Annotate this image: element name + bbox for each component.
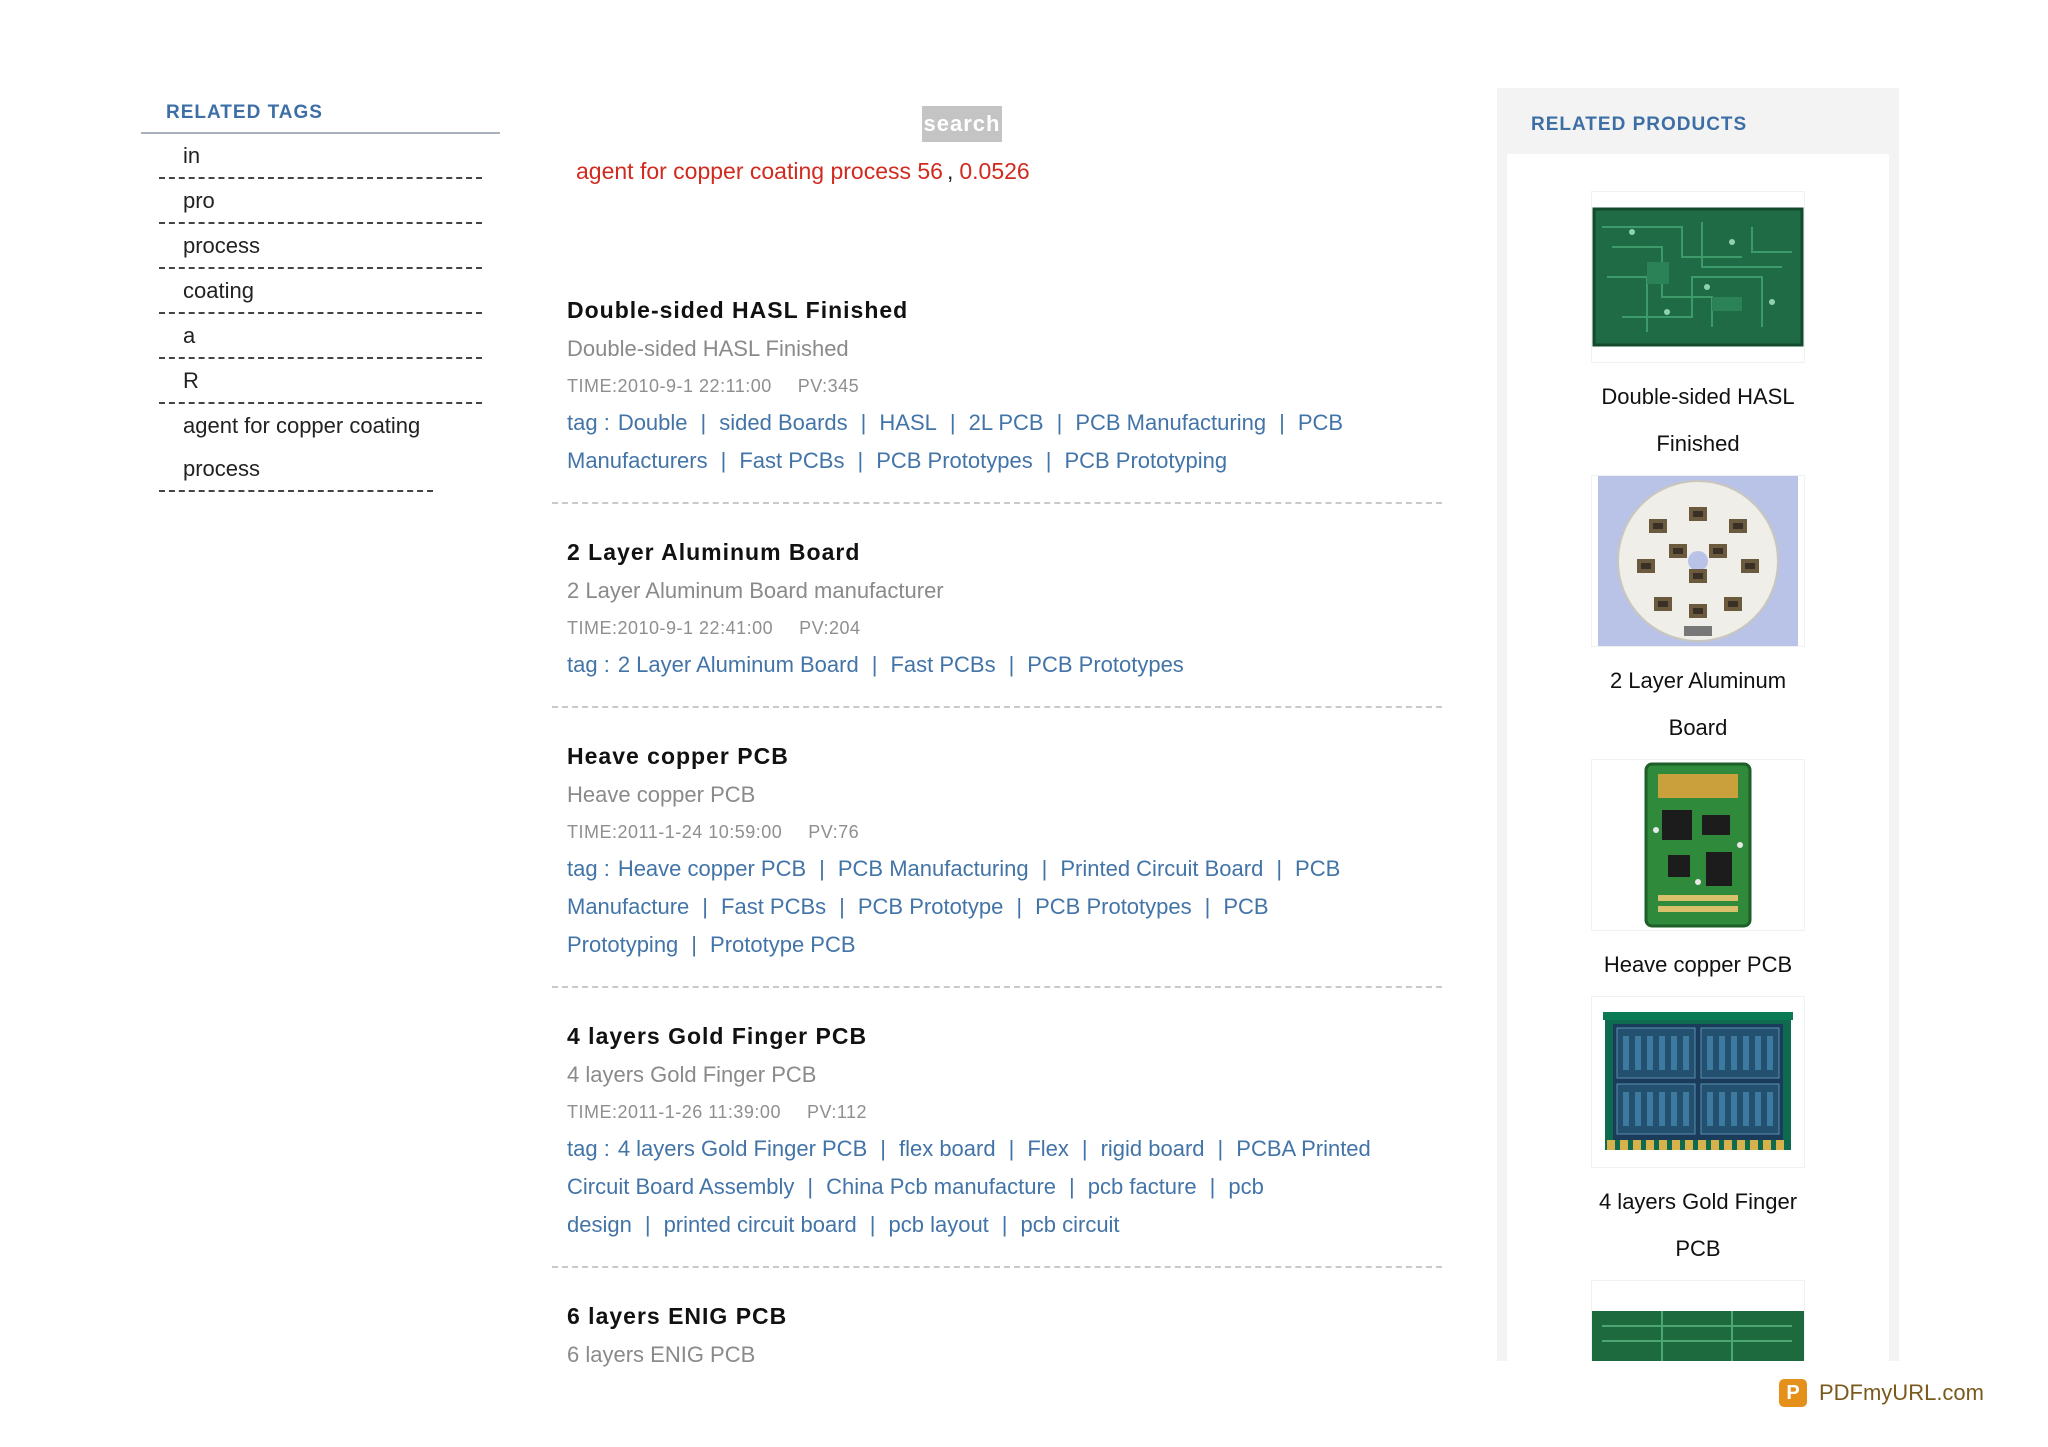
- related-tag-item[interactable]: pro: [159, 179, 482, 224]
- article-tag-link[interactable]: 2L PCB: [968, 410, 1044, 435]
- article-time: TIME:2011-1-26 11:39:00: [567, 1102, 781, 1122]
- article-tag-link[interactable]: 4 layers Gold Finger PCB: [617, 1136, 868, 1161]
- tag-separator: |: [1069, 1174, 1075, 1199]
- article-meta: [567, 610, 1427, 646]
- article-item: [552, 988, 1442, 1268]
- article-tag-link[interactable]: sided Boards: [719, 410, 848, 435]
- article-summary: 4 layers Gold Finger PCB: [567, 1062, 817, 1087]
- tag-separator: |: [644, 1212, 651, 1237]
- article-tag-link[interactable]: China Pcb manufacture: [826, 1174, 1057, 1199]
- tag-separator: |: [1056, 410, 1063, 435]
- article-item: [552, 290, 1442, 504]
- tag-separator: |: [949, 410, 956, 435]
- tag-separator: |: [857, 448, 864, 473]
- article-tag-link[interactable]: PCB Manufacturing: [1075, 410, 1267, 435]
- related-tag-item[interactable]: agent for copper coating process: [159, 404, 433, 492]
- article-item: [552, 504, 1442, 708]
- article-tags: [567, 404, 1427, 480]
- search-result-time: 0.0526: [959, 158, 1030, 184]
- search-result-summary: [576, 158, 1030, 185]
- tag-separator: |: [691, 932, 698, 957]
- related-products-heading: RELATED PRODUCTS: [1531, 114, 1748, 135]
- article-page-views: PV:76: [808, 822, 860, 842]
- tag-separator: |: [1279, 410, 1285, 435]
- tag-separator: |: [839, 894, 845, 919]
- tag-separator: |: [880, 1136, 886, 1161]
- tag-separator: |: [860, 410, 867, 435]
- article-meta: [567, 368, 1427, 404]
- related-tag-item[interactable]: in: [159, 134, 482, 179]
- article-tag-link[interactable]: PCB Manufacturers: [567, 410, 1344, 473]
- related-tag-item[interactable]: coating: [159, 269, 482, 314]
- tag-separator: |: [1016, 894, 1023, 919]
- article-summary: Heave copper PCB: [567, 782, 756, 807]
- article-tag-link[interactable]: flex board: [898, 1136, 996, 1161]
- article-tag-link[interactable]: Prototype PCB: [710, 932, 856, 957]
- article-item: [552, 708, 1442, 988]
- tag-separator: |: [1276, 856, 1283, 881]
- tag-separator: |: [1041, 856, 1048, 881]
- article-tag-link[interactable]: rigid board: [1100, 1136, 1205, 1161]
- article-tag-link[interactable]: Heave copper PCB: [617, 856, 807, 881]
- article-time: TIME:2010-9-1 22:41:00: [567, 618, 774, 638]
- article-page-views: PV:112: [806, 1102, 868, 1122]
- related-tag-item[interactable]: a: [159, 314, 482, 359]
- related-tag-item[interactable]: process: [159, 224, 482, 269]
- product-name[interactable]: Double-sided HASL Finished: [1601, 384, 1795, 456]
- article-item: [552, 1268, 1442, 1396]
- article-tag-link[interactable]: PCB Manufacturing: [837, 856, 1029, 881]
- tag-separator: |: [807, 1174, 814, 1199]
- related-product-item[interactable]: [1507, 1280, 1889, 1361]
- product-thumbnail[interactable]: [1591, 996, 1805, 1168]
- tag-separator: |: [819, 856, 825, 881]
- search-button[interactable]: search: [922, 106, 1002, 142]
- article-tag-link[interactable]: PCB Prototypes: [1035, 894, 1192, 919]
- pdfmyurl-badge-text: PDFmyURL.com: [1818, 1380, 1984, 1405]
- tag-separator: |: [1204, 894, 1211, 919]
- related-products-panel: [1497, 88, 1899, 1361]
- article-title[interactable]: Double-sided HASL Finished: [567, 297, 909, 323]
- related-product-item[interactable]: [1507, 759, 1889, 988]
- article-tag-link[interactable]: PCB Prototypes: [876, 448, 1033, 473]
- article-tags: [567, 646, 1427, 684]
- tag-separator: |: [1209, 1174, 1216, 1199]
- tag-separator: |: [700, 410, 707, 435]
- product-name[interactable]: 2 Layer Aluminum Board: [1609, 668, 1787, 740]
- tag-separator: |: [1045, 448, 1052, 473]
- article-tag-link[interactable]: Flex: [1027, 1136, 1069, 1161]
- tag-separator: |: [869, 1212, 876, 1237]
- related-tags-panel: [141, 98, 500, 492]
- pdfmyurl-logo-icon: P: [1779, 1379, 1807, 1407]
- article-tag-link[interactable]: PCB Prototyping: [567, 894, 1269, 957]
- tag-separator: |: [702, 894, 709, 919]
- article-tag-link[interactable]: Double: [617, 410, 688, 435]
- article-tag-link[interactable]: PCBA Printed Circuit Board Assembly: [567, 1136, 1371, 1199]
- article-tag-label: tag :: [567, 1136, 610, 1161]
- article-title[interactable]: 4 layers Gold Finger PCB: [567, 1023, 868, 1049]
- article-summary: Double-sided HASL Finished: [567, 336, 849, 361]
- article-tag-label: tag :: [567, 652, 610, 677]
- article-title[interactable]: 2 Layer Aluminum Board: [567, 539, 861, 565]
- product-thumbnail[interactable]: [1591, 191, 1805, 363]
- article-tag-link[interactable]: PCB Prototype: [857, 894, 1004, 919]
- related-products-list: [1507, 154, 1889, 1361]
- article-tag-link[interactable]: PCB Prototypes: [1027, 652, 1184, 677]
- search-result-query[interactable]: agent for copper coating process 56: [576, 158, 943, 184]
- article-meta: [567, 1094, 1427, 1130]
- article-tag-link[interactable]: pcb facture: [1087, 1174, 1197, 1199]
- article-tag-link[interactable]: Fast PCBs: [890, 652, 996, 677]
- product-thumbnail[interactable]: [1591, 1280, 1805, 1361]
- tag-separator: |: [1217, 1136, 1224, 1161]
- tag-separator: |: [871, 652, 878, 677]
- article-tag-link[interactable]: pcb design: [567, 1174, 1264, 1237]
- product-thumbnail[interactable]: [1591, 759, 1805, 931]
- tag-separator: |: [720, 448, 727, 473]
- article-tag-link[interactable]: PCB Prototyping: [1064, 448, 1228, 473]
- article-tag-link[interactable]: printed circuit board: [663, 1212, 857, 1237]
- article-title[interactable]: Heave copper PCB: [567, 743, 789, 769]
- tag-separator: |: [1001, 1212, 1008, 1237]
- article-time: TIME:2010-9-1 22:11:00: [567, 376, 772, 396]
- article-tag-link[interactable]: 2 Layer Aluminum Board: [617, 652, 859, 677]
- article-time: TIME:2011-1-24 10:59:00: [567, 822, 783, 842]
- article-tag-label: tag :: [567, 410, 610, 435]
- related-product-item[interactable]: [1507, 996, 1889, 1272]
- related-product-item[interactable]: [1507, 191, 1889, 467]
- related-tags-list: [141, 134, 482, 492]
- related-tags-heading: RELATED TAGS: [166, 102, 323, 123]
- article-tag-link[interactable]: Printed Circuit Board: [1060, 856, 1264, 881]
- search-result-separator: ,: [946, 158, 954, 184]
- article-page-views: PV:204: [799, 618, 861, 638]
- related-tag-item[interactable]: R: [159, 359, 482, 404]
- related-product-item[interactable]: [1507, 475, 1889, 751]
- article-tag-link[interactable]: Fast PCBs: [739, 448, 845, 473]
- article-tag-label: tag :: [567, 856, 610, 881]
- article-title[interactable]: 6 layers ENIG PCB: [567, 1303, 788, 1329]
- product-name[interactable]: 4 layers Gold Finger PCB: [1598, 1189, 1798, 1261]
- article-meta: [567, 814, 1427, 850]
- product-name[interactable]: Heave copper PCB: [1603, 952, 1793, 977]
- article-tag-link[interactable]: HASL: [879, 410, 937, 435]
- article-tag-link[interactable]: Fast PCBs: [721, 894, 827, 919]
- pdfmyurl-badge[interactable]: [1779, 1379, 1984, 1407]
- article-summary: 2 Layer Aluminum Board manufacturer: [567, 578, 944, 603]
- product-thumbnail[interactable]: [1591, 475, 1805, 647]
- article-tag-link[interactable]: pcb layout: [888, 1212, 989, 1237]
- article-tags: [567, 1130, 1427, 1244]
- article-tag-link[interactable]: PCB Manufacture: [567, 856, 1341, 919]
- tag-separator: |: [1008, 652, 1015, 677]
- article-summary: 6 layers ENIG PCB: [567, 1342, 756, 1367]
- article-list: [552, 290, 1442, 1396]
- article-page-views: PV:345: [797, 376, 860, 396]
- tag-separator: |: [1008, 1136, 1015, 1161]
- article-tags: [567, 850, 1427, 964]
- tag-separator: |: [1081, 1136, 1088, 1161]
- article-tag-link[interactable]: pcb circuit: [1020, 1212, 1120, 1237]
